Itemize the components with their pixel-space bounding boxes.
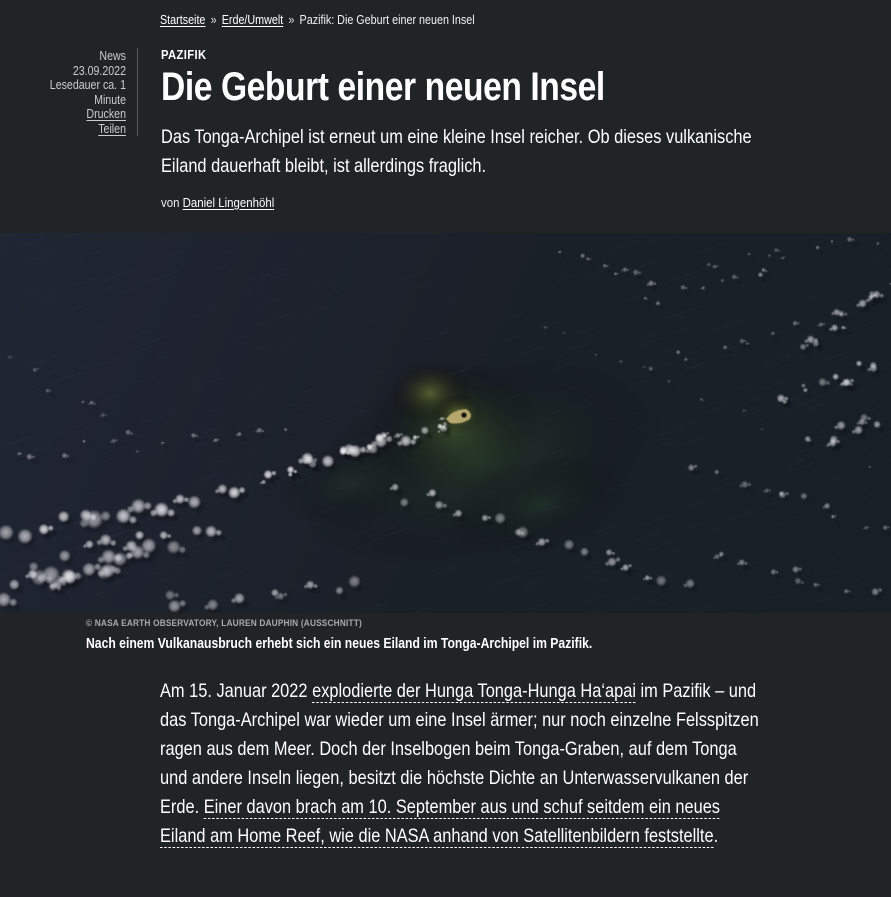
breadcrumb-link[interactable]: Erde/Umwelt: [221, 13, 284, 27]
hero-figure: [0, 233, 891, 652]
publish-date: 23.09.2022: [72, 63, 126, 78]
image-credit: © NASA EARTH OBSERVATORY, LAUREN DAUPHIN (AUSSCHNITT): [86, 617, 362, 628]
paragraph-text: .: [713, 824, 719, 847]
breadcrumb-separator: »: [288, 13, 295, 27]
page-title: Die Geburt einer neuen Insel: [161, 65, 605, 109]
breadcrumb-separator: »: [210, 13, 217, 27]
inline-link[interactable]: explodierte der Hunga Tonga-Hunga Ha‘apai: [312, 679, 636, 702]
share-link[interactable]: Teilen: [98, 121, 126, 136]
article-meta-sidebar: [0, 48, 138, 136]
print-link[interactable]: Drucken: [86, 107, 126, 121]
byline: [161, 195, 830, 210]
kicker: PAZIFIK: [161, 48, 207, 62]
paragraph-text: Am 15. Januar 2022: [160, 679, 313, 702]
image-caption: Nach einem Vulkanausbruch erhebt sich ein neues Eiland im Tonga-Archipel im Pazifik.: [86, 635, 593, 652]
inline-link[interactable]: Einer davon brach am 10. September aus und schuf seitdem ein neues Eiland am Home Reef, wie die NASA anhand von Satellitenbildern feststellte: [160, 795, 720, 847]
byline-prefix: von: [161, 194, 180, 210]
breadcrumb-current: Pazifik: Die Geburt einer neuen Insel: [299, 13, 475, 27]
paragraph-text: im Pazifik – und das Tonga-Archipel war wieder um eine Insel ärmer; nur noch einzelne Felsspitzen ragen aus dem Meer. Doch der Inselbogen beim Tonga-Graben, auf dem Tonga und andere Inseln liegen, besitzt die höchste Dichte an Unterwasservulkanen der Erde.: [160, 679, 759, 818]
reading-time: Lesedauer ca. 1 Minute: [49, 78, 126, 107]
hero-satellite-image: [0, 233, 891, 613]
breadcrumb: [160, 13, 475, 27]
teaser: Das Tonga-Archipel ist erneut um eine kleine Insel reicher. Ob dieses vulkanische Eiland dauerhaft bleibt, ist allerdings fraglich.: [161, 125, 752, 177]
breadcrumb-link[interactable]: Startseite: [160, 13, 206, 27]
article-header: [161, 48, 891, 210]
article-paragraph: [160, 677, 768, 851]
author-link[interactable]: Daniel Lingenhöhl: [182, 194, 275, 210]
article-body: [160, 677, 768, 851]
article-type-label: News: [99, 49, 126, 63]
